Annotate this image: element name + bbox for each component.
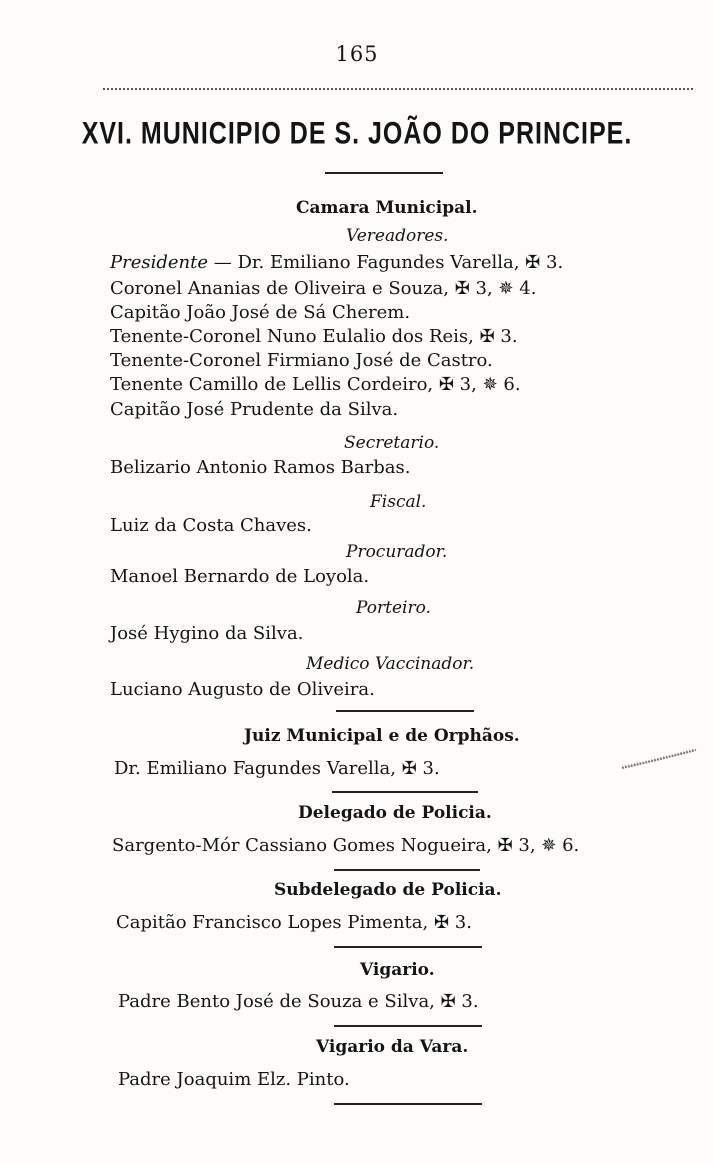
vigario-heading: Vigario. — [360, 960, 435, 980]
presidente-label: Presidente — [110, 252, 209, 273]
vereador-item: Tenente-Coronel Firmiano José de Castro. — [110, 350, 493, 371]
top-dotted-rule — [103, 88, 693, 90]
juiz-name: Dr. Emiliano Fagundes Varella, ✠ 3. — [114, 758, 440, 779]
procurador-name: Manoel Bernardo de Loyola. — [110, 566, 370, 587]
title-rule — [325, 172, 443, 174]
secretario-name: Belizario Antonio Ramos Barbas. — [110, 457, 411, 478]
medico-label: Medico Vaccinador. — [306, 654, 475, 674]
presidente-line — [110, 251, 563, 275]
delegado-name: Sargento-Mór Cassiano Gomes Nogueira, ✠ 3, ✵ 6. — [112, 835, 580, 856]
medico-name: Luciano Augusto de Oliveira. — [110, 679, 375, 700]
delegado-heading: Delegado de Policia. — [298, 803, 492, 823]
page-number: 165 — [335, 42, 379, 66]
presidente-name: — Dr. Emiliano Fagundes Varella, ✠ 3. — [208, 252, 564, 273]
fiscal-name: Luiz da Costa Chaves. — [110, 515, 312, 536]
section-rule — [336, 710, 474, 712]
vigario-vara-name: Padre Joaquim Elz. Pinto. — [118, 1069, 350, 1090]
vereador-item: Coronel Ananias de Oliveira e Souza, ✠ 3, ✵ 4. — [110, 278, 537, 299]
vereador-item: Capitão José Prudente da Silva. — [110, 399, 399, 420]
vereador-item: Tenente-Coronel Nuno Eulalio dos Reis, ✠ 3. — [110, 326, 518, 347]
vereadores-label: Vereadores. — [346, 226, 449, 246]
section-rule — [334, 946, 482, 948]
subdelegado-name: Capitão Francisco Lopes Pimenta, ✠ 3. — [116, 912, 472, 933]
porteiro-name: José Hygino da Silva. — [110, 623, 304, 644]
vigario-vara-heading: Vigario da Vara. — [316, 1037, 469, 1057]
section-rule — [334, 1103, 482, 1105]
porteiro-label: Porteiro. — [356, 598, 431, 618]
section-rule — [334, 869, 480, 871]
vigario-name: Padre Bento José de Souza e Silva, ✠ 3. — [118, 991, 479, 1012]
decorative-flourish — [620, 748, 698, 770]
chapter-title: XVI. MUNICIPIO DE S. JOÃO DO PRINCIPE. — [81, 116, 633, 151]
fiscal-label: Fiscal. — [370, 492, 427, 512]
camara-heading: Camara Municipal. — [296, 198, 478, 218]
procurador-label: Procurador. — [346, 542, 448, 562]
secretario-label: Secretario. — [344, 433, 440, 453]
section-rule — [332, 791, 478, 793]
section-rule — [334, 1025, 482, 1027]
juiz-heading: Juiz Municipal e de Orphãos. — [244, 726, 520, 746]
vereador-item: Capitão João José de Sá Cherem. — [110, 302, 411, 323]
subdelegado-heading: Subdelegado de Policia. — [274, 880, 502, 900]
vereador-item: Tenente Camillo de Lellis Cordeiro, ✠ 3, ✵ 6. — [110, 374, 521, 395]
